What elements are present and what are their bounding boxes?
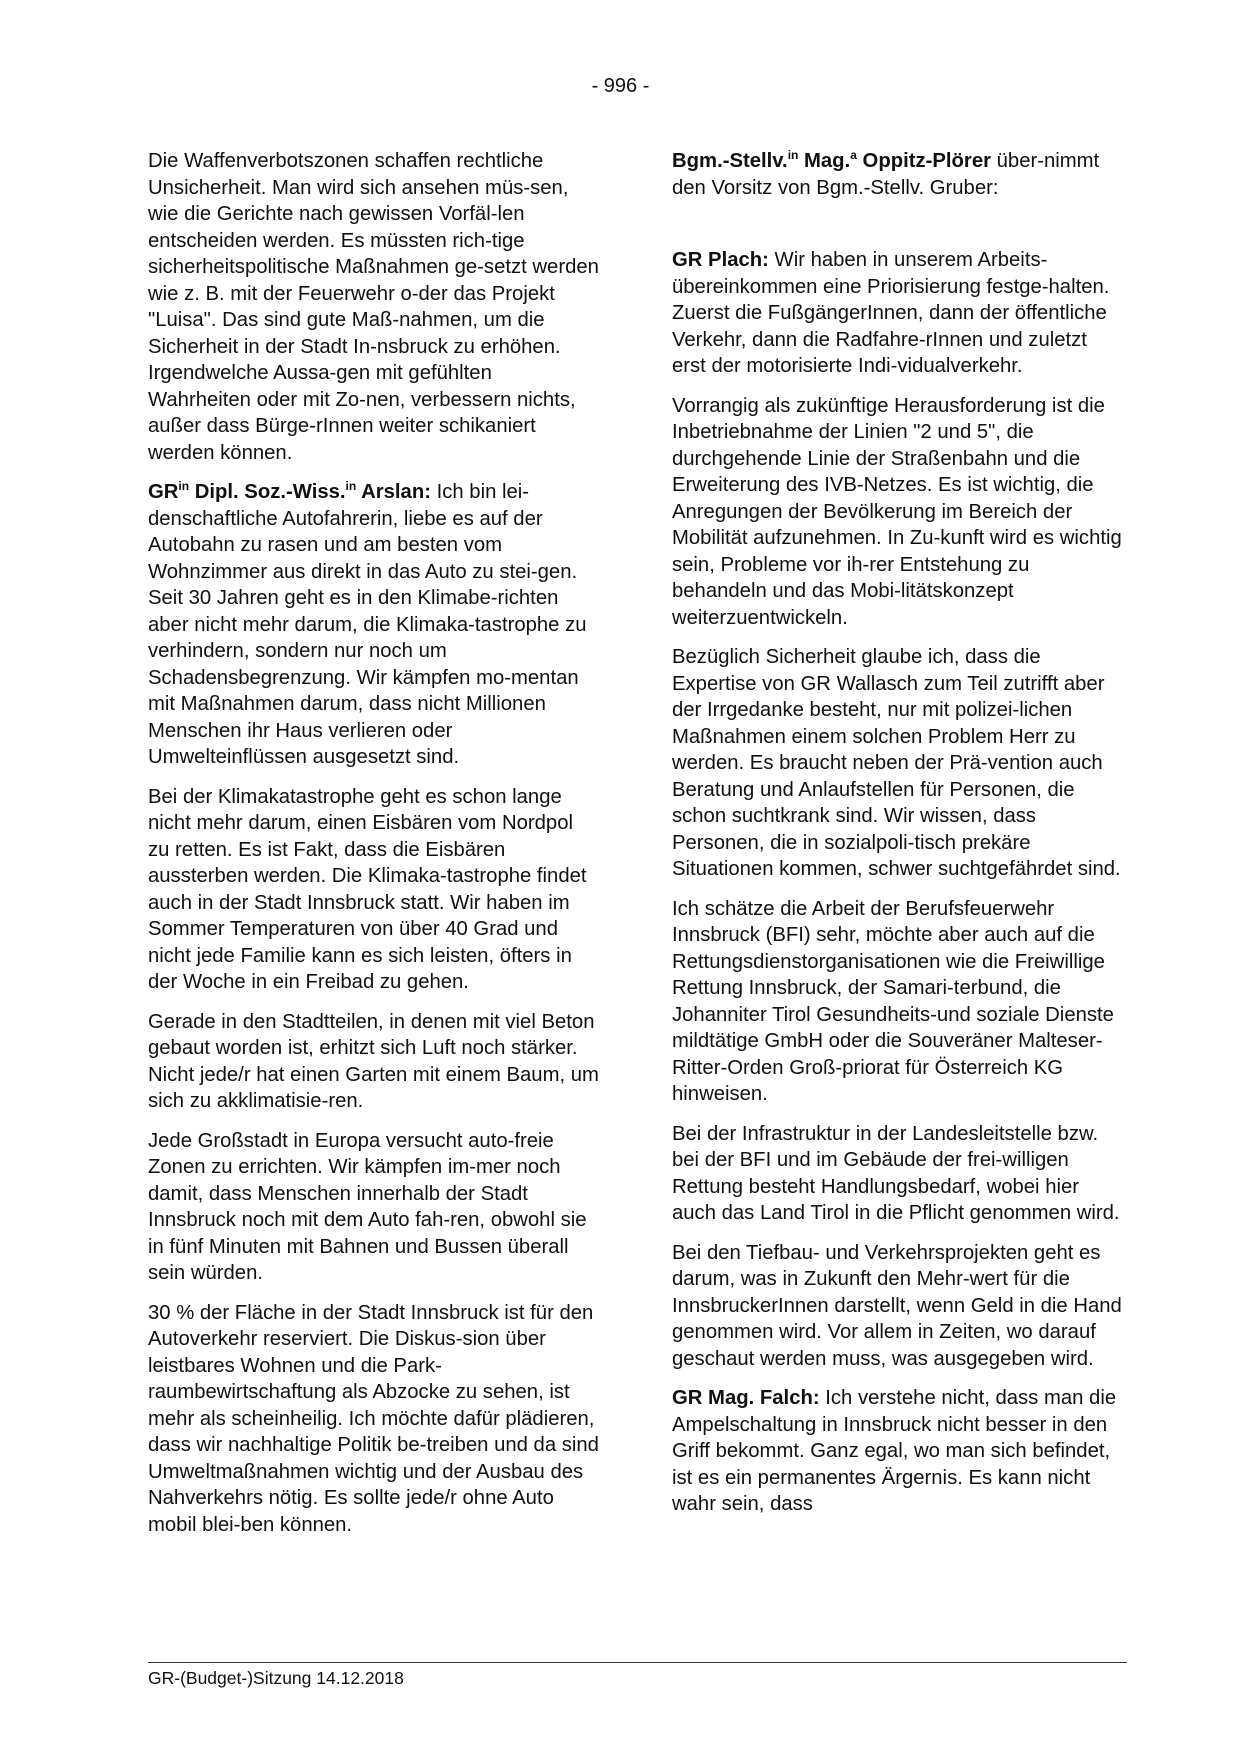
paragraph: Die Waffenverbotszonen schaffen rechtliche Unsicherheit. Man wird sich ansehen müs-sen, wie die Gerichte nach gewissen Vorfäl-len entscheiden werden. Es müssten rich-tige sicherheitspolitische Maßnahmen ge-setzt werden wie z. B. mit der Feuerwehr o-der das Projekt "Luisa". Das sind gute Maß-nahmen, um die Sicherheit in der Stadt In-nsbruck zu erhöhen. Irgendwelche Aussa-gen mit gefühlten Wahrheiten oder mit Zo-nen, verbessern nichts, außer dass Bürge-rInnen weiter schikaniert werden können. (148, 150, 599, 464)
paragraph: Jede Großstadt in Europa versucht auto-freie Zonen zu errichten. Wir kämpfen im-mer noch damit, dass Menschen innerhalb der Stadt Innsbruck noch mit dem Auto fah-ren, obwohl sie in fünf Minuten mit Bahnen und Bussen überall sein würden. (148, 1129, 587, 1284)
speaker-name (148, 481, 431, 503)
speaker-surname: Oppitz-Plörer (856, 150, 991, 172)
paragraph: Ich schätze die Arbeit der Berufsfeuerwehr Innsbruck (BFI) sehr, möchte aber auch auf die Rettungsdienstorganisationen wie die Freiwillige Rettung Innsbruck, der Samari-terbund, die Johanniter Tirol Gesundheits-und soziale Dienste mildtätige GmbH oder die Souveräner Malteser-Ritter-Orden Groß-priorat für Österreich KG hinweisen. (672, 897, 1114, 1105)
paragraph: Bei der Infrastruktur in der Landesleitstelle bzw. bei der BFI und im Gebäude der frei-willigen Rettung besteht Handlungsbedarf, wobei hier auch das Land Tirol in die Pflicht genommen wird. (672, 1122, 1120, 1224)
speaker-title: Mag. (798, 150, 851, 172)
speech-text: Ich bin lei-denschaftliche Autofahrerin, liebe es auf der Autobahn zu rasen und am besten vom Wohnzimmer aus direkt in das Auto zu stei-gen. Seit 30 Jahren geht es in den Klimabe-richten aber nicht mehr darum, die Klimaka-tastrophe zu verhindern, sondern nur noch um Schadensbegrenzung. Wir kämpfen mo-mentan mit Maßnahmen darum, dass nicht Millionen Menschen ihr Haus verlieren oder Umwelteinflüssen ausgesetzt sind. (148, 481, 587, 768)
gender-suffix: in (178, 479, 190, 493)
speaker-title: GR (148, 481, 179, 503)
speaker-surname: Arslan: (356, 481, 431, 503)
gender-suffix: a (850, 148, 857, 162)
speaker-name: GR Plach: (672, 249, 769, 271)
speech-arslan (148, 479, 600, 771)
page-number: - 996 - (591, 75, 650, 97)
speaker-title: Bgm.-Stellv. (672, 150, 788, 172)
speech-plach (672, 247, 1124, 380)
footer-divider (148, 1662, 1127, 1663)
footer-session-date: GR-(Budget-)Sitzung 14.12.2018 (148, 1668, 404, 1688)
paragraph: Gerade in den Stadtteilen, in denen mit viel Beton gebaut worden ist, erhitzt sich Luft noch stärker. Nicht jede/r hat einen Garten mit einem Baum, um sich zu akklimatisie-ren. (148, 1010, 599, 1112)
paragraph: Bei den Tiefbau- und Verkehrsprojekten geht es darum, was in Zukunft den Mehr-wert für die InnsbruckerInnen darstellt, wenn Geld in die Hand genommen wird. Vor allem in Zeiten, wo darauf geschaut werden muss, was ausgegeben wird. (672, 1241, 1122, 1370)
gender-suffix: in (345, 479, 357, 493)
speech-text: Wir haben in unserem Arbeits-übereinkommen eine Priorisierung festge-halten. Zuerst die FußgängerInnen, dann der öffentliche Verkehr, dann die Radfahre-rInnen und zuletzt erst der motorisierte Indi-vidualverkehr. (672, 249, 1110, 377)
paragraph: Bei der Klimakatastrophe geht es schon lange nicht mehr darum, einen Eisbären vom Nordpol zu retten. Es ist Fakt, dass die Eisbären aussterben werden. Die Klimaka-tastrophe findet auch in der Stadt Innsbruck statt. Wir haben im Sommer Temperaturen von über 40 Grad und nicht jede Familie kann es sich leisten, öfters in der Woche in ein Freibad zu gehen. (148, 785, 587, 993)
paragraph: Vorrangig als zukünftige Herausforderung ist die Inbetriebnahme der Linien "2 und 5", die durchgehende Linie der Straßenbahn und die Erweiterung des IVB-Netzes. Es ist wichtig, die Anregungen der Bevölkerung im Bereich der Mobilität aufzunehmen. In Zu-kunft wird es wichtig sein, Probleme vor ih-rer Entstehung zu behandeln und das Mobi-litätskonzept weiterzuentwickeln. (672, 394, 1122, 629)
paragraph: 30 % der Fläche in der Stadt Innsbruck ist für den Autoverkehr reserviert. Die Diskus-sion über leistbares Wohnen und die Park-raumbewirtschaftung als Abzocke zu sehen, ist mehr als scheinheilig. Ich möchte dafür plädieren, dass wir nachhaltige Politik be-treiben und da sind Umweltmaßnahmen wichtig und der Ausbau des Nahverkehrs nötig. Es sollte jede/r ohne Auto mobil blei-ben können. (148, 1301, 599, 1536)
gender-suffix: in (787, 148, 799, 162)
speech-falch (672, 1385, 1124, 1518)
speaker-name: GR Mag. Falch: (672, 1387, 820, 1409)
note-text: über-nimmt den Vorsitz von Bgm.-Stellv. Gruber: (672, 150, 1100, 199)
speech-text: Ich verstehe nicht, dass man die Ampelschaltung in Innsbruck nicht besser in den Griff bekommt. Ganz egal, wo man sich befindet, ist es ein permanentes Ärgernis. Es kann nicht wahr sein, dass (672, 1387, 1117, 1515)
speaker-name (672, 150, 991, 172)
paragraph: Bezüglich Sicherheit glaube ich, dass die Expertise von GR Wallasch zum Teil zutrifft aber der Irrgedanke besteht, nur mit polizei-lichen Maßnahmen einem solchen Problem Herr zu werden. Es braucht neben der Prä-vention auch Beratung und Anlaufstellen für Personen, die schon suchtkrank sind. Wir wissen, dass Personen, die in sozialpoli-tisch prekäre Situationen kommen, schwer suchtgefährdet sind. (672, 646, 1121, 880)
chair-change-note (672, 148, 1124, 201)
speaker-title: Dipl. Soz.-Wiss. (189, 481, 346, 503)
right-column (672, 148, 1124, 1531)
left-column (148, 148, 600, 1551)
